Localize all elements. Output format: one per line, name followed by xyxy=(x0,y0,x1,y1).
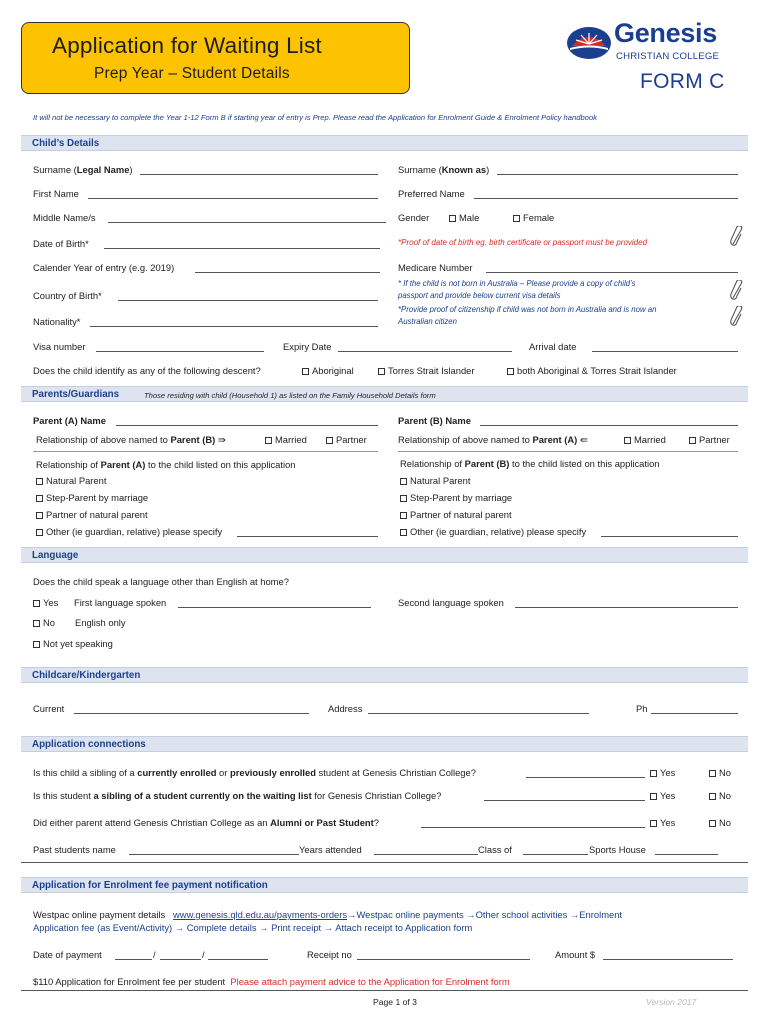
college-name: Genesis xyxy=(614,18,717,48)
checkbox-icon[interactable] xyxy=(36,495,43,502)
visa-number-label: Visa number xyxy=(33,341,86,352)
second-language-field[interactable] xyxy=(515,607,738,608)
arrival-date-field[interactable] xyxy=(592,351,738,352)
date-slash: / xyxy=(153,949,156,960)
descent-question: Does the child identify as any of the following descent? xyxy=(33,365,261,376)
sports-house-label: Sports House xyxy=(589,844,646,855)
payment-date-day[interactable] xyxy=(115,959,152,960)
parent-a-name-field[interactable] xyxy=(116,425,378,426)
parent-b-other-option[interactable]: Other (ie guardian, relative) please specify xyxy=(400,526,586,537)
sibling-waiting-field[interactable] xyxy=(484,800,645,801)
not-yet-speaking-option[interactable]: Not yet speaking xyxy=(33,638,113,649)
parent-b-natural-option[interactable]: Natural Parent xyxy=(400,475,470,486)
childcare-phone-label: Ph xyxy=(636,703,648,714)
sibling-waiting-yes[interactable]: Yes xyxy=(650,790,675,801)
country-label: Country of Birth* xyxy=(33,290,102,301)
dob-field[interactable] xyxy=(104,248,380,249)
expiry-date-field[interactable] xyxy=(338,351,512,352)
intro-note: It will not be necessary to complete the Year 1-12 Form B if starting year of entry is Prep. Please read the Application for Enrolment Guide & Enrolment Policy handbook xyxy=(33,113,597,122)
alumni-yes[interactable]: Yes xyxy=(650,817,675,828)
receipt-number-label: Receipt no xyxy=(307,949,352,960)
divider xyxy=(21,862,748,863)
language-yes-option[interactable]: Yes xyxy=(33,597,58,608)
sibling-enrolled-no[interactable]: No xyxy=(709,767,731,778)
medicare-label: Medicare Number xyxy=(398,262,473,273)
citizenship-note-line2: Australian citizen xyxy=(398,317,457,326)
relationship-a-married-option[interactable]: Married xyxy=(265,434,307,445)
checkbox-icon[interactable] xyxy=(709,793,716,800)
checkbox-icon[interactable] xyxy=(33,620,40,627)
payments-link[interactable]: www.genesis.qld.edu.au/payments-orders xyxy=(173,909,348,920)
relationship-b-married-option[interactable]: Married xyxy=(624,434,666,445)
checkbox-icon[interactable] xyxy=(650,820,657,827)
surname-known-label: Surname (Known as) xyxy=(398,164,490,175)
checkbox-icon[interactable] xyxy=(378,368,385,375)
country-field[interactable] xyxy=(118,300,378,301)
first-language-field[interactable] xyxy=(178,607,371,608)
checkbox-icon[interactable] xyxy=(326,437,333,444)
preferred-name-label: Preferred Name xyxy=(398,188,465,199)
past-student-name-field[interactable] xyxy=(129,854,299,855)
years-attended-label: Years attended xyxy=(299,844,362,855)
sibling-enrolled-field[interactable] xyxy=(526,777,645,778)
calendar-year-field[interactable] xyxy=(195,272,380,273)
parent-a-other-option[interactable]: Other (ie guardian, relative) please specify xyxy=(36,526,222,537)
citizenship-note-line1: *Provide proof of citizenship if child was not born in Australia and is now an xyxy=(398,305,657,314)
descent-aboriginal-option[interactable]: Aboriginal xyxy=(302,365,354,376)
section-heading: Language xyxy=(32,550,79,561)
section-connections xyxy=(21,736,748,752)
sibling-waiting-no[interactable]: No xyxy=(709,790,731,801)
childcare-current-field[interactable] xyxy=(74,713,309,714)
westpac-path-line: Application fee (as Event/Activity) → Complete details → Print receipt → Attach receipt to Application form xyxy=(33,922,473,933)
parent-b-other-field[interactable] xyxy=(601,536,738,537)
payment-date-year[interactable] xyxy=(208,959,268,960)
parent-b-name-field[interactable] xyxy=(480,425,738,426)
sunrise-emblem-icon xyxy=(566,26,612,60)
relationship-a-child-label: Relationship of Parent (A) to the child listed on this application xyxy=(36,459,296,470)
amount-field[interactable] xyxy=(603,959,733,960)
sibling-enrolled-yes[interactable]: Yes xyxy=(650,767,675,778)
checkbox-icon[interactable] xyxy=(400,478,407,485)
checkbox-icon[interactable] xyxy=(650,793,657,800)
paperclip-icon xyxy=(729,306,745,328)
fee-line: $110 Application for Enrolment fee per student Please attach payment advice to the Application for Enrolment form xyxy=(33,976,510,987)
language-no-option[interactable]: No xyxy=(33,617,55,628)
alumni-question: Did either parent attend Genesis Christian College as an Alumni or Past Student? xyxy=(33,817,379,828)
form-code: FORM C xyxy=(640,70,725,93)
payment-date-label: Date of payment xyxy=(33,949,102,960)
descent-tsi-option[interactable]: Torres Strait Islander xyxy=(378,365,475,376)
english-only-label: English only xyxy=(75,617,126,628)
checkbox-icon[interactable] xyxy=(650,770,657,777)
form-title: Application for Waiting List xyxy=(52,33,322,58)
checkbox-icon[interactable] xyxy=(400,495,407,502)
payment-date-month[interactable] xyxy=(160,959,201,960)
childcare-current-label: Current xyxy=(33,703,65,714)
dob-label: Date of Birth* xyxy=(33,238,89,249)
checkbox-icon[interactable] xyxy=(302,368,309,375)
section-childcare xyxy=(21,667,748,683)
gender-label: Gender xyxy=(398,212,430,223)
nationality-label: Nationality* xyxy=(33,316,81,327)
relationship-a-partner-option[interactable]: Partner xyxy=(326,434,367,445)
checkbox-icon[interactable] xyxy=(400,512,407,519)
checkbox-icon[interactable] xyxy=(33,600,40,607)
first-name-label: First Name xyxy=(33,188,79,199)
section-language xyxy=(21,547,748,563)
page-number: Page 1 of 3 xyxy=(373,997,417,1007)
section-subheading: Those residing with child (Household 1) as listed on the Family Household Details form xyxy=(144,391,436,400)
first-name-field[interactable] xyxy=(88,198,378,199)
checkbox-icon[interactable] xyxy=(36,512,43,519)
section-heading: Application connections xyxy=(32,739,146,750)
relationship-b-child-label: Relationship of Parent (B) to the child listed on this application xyxy=(400,458,660,469)
checkbox-icon[interactable] xyxy=(400,529,407,536)
receipt-number-field[interactable] xyxy=(357,959,530,960)
date-slash: / xyxy=(202,949,205,960)
relationship-b-to-a: Relationship of above named to Parent (A) ⇚ xyxy=(398,434,588,445)
checkbox-icon[interactable] xyxy=(33,641,40,648)
nationality-field[interactable] xyxy=(90,326,378,327)
expiry-date-label: Expiry Date xyxy=(283,341,332,352)
alumni-field[interactable] xyxy=(421,827,645,828)
arrow-left-icon: ⇚ xyxy=(579,434,588,445)
section-heading: Parents/Guardians xyxy=(32,389,120,400)
sibling-waiting-question: Is this student a sibling of a student currently on the waiting list for Genesis Christian College? xyxy=(33,790,442,801)
arrow-right-icon: ⇛ xyxy=(217,434,226,445)
college-logo xyxy=(566,20,741,70)
parent-b-name-label: Parent (B) Name xyxy=(398,415,471,426)
middle-names-field[interactable] xyxy=(108,222,386,223)
section-childs-details xyxy=(21,135,748,151)
checkbox-icon[interactable] xyxy=(709,770,716,777)
parent-a-name-label: Parent (A) Name xyxy=(33,415,106,426)
surname-known-field[interactable] xyxy=(497,174,738,175)
relationship-a-to-b: Relationship of above named to Parent (B) ⇛ xyxy=(36,434,226,445)
parent-b-partner-natural-option[interactable]: Partner of natural parent xyxy=(400,509,512,520)
arrival-date-label: Arrival date xyxy=(529,341,577,352)
visa-number-field[interactable] xyxy=(96,351,264,352)
surname-legal-label: Surname (Legal Name) xyxy=(33,164,133,175)
college-subname: CHRISTIAN COLLEGE xyxy=(616,51,720,62)
parent-a-step-option[interactable]: Step-Parent by marriage xyxy=(36,492,148,503)
preferred-name-field[interactable] xyxy=(474,198,738,199)
checkbox-icon[interactable] xyxy=(513,215,520,222)
sibling-enrolled-question: Is this child a sibling of a currently enrolled or previously enrolled student at Genesis Christian College? xyxy=(33,767,476,778)
sports-house-field[interactable] xyxy=(655,854,718,855)
paperclip-icon xyxy=(729,280,745,302)
parent-a-partner-natural-option[interactable]: Partner of natural parent xyxy=(36,509,148,520)
second-language-label: Second language spoken xyxy=(398,597,504,608)
childcare-phone-field[interactable] xyxy=(651,713,738,714)
parent-a-natural-option[interactable]: Natural Parent xyxy=(36,475,106,486)
checkbox-icon[interactable] xyxy=(689,437,696,444)
surname-legal-field[interactable] xyxy=(140,174,378,175)
middle-names-label: Middle Name/s xyxy=(33,212,96,223)
medicare-field[interactable] xyxy=(486,272,738,273)
checkbox-icon[interactable] xyxy=(265,437,272,444)
years-attended-field[interactable] xyxy=(374,854,478,855)
section-fee-payment xyxy=(21,877,748,893)
divider xyxy=(33,451,378,452)
checkbox-icon[interactable] xyxy=(449,215,456,222)
calendar-year-label: Calender Year of entry (e.g. 2019) xyxy=(33,262,175,273)
section-heading: Childcare/Kindergarten xyxy=(32,670,141,681)
gender-male-option[interactable]: Male xyxy=(449,212,479,223)
dob-proof-note: *Proof of date of birth eg. birth certificate or passport must be provided xyxy=(398,238,648,247)
parent-a-other-field[interactable] xyxy=(237,536,378,537)
descent-both-option[interactable]: both Aboriginal & Torres Strait Islander xyxy=(507,365,677,376)
parent-b-step-option[interactable]: Step-Parent by marriage xyxy=(400,492,512,503)
class-of-label: Class of xyxy=(478,844,512,855)
checkbox-icon[interactable] xyxy=(36,529,43,536)
language-question: Does the child speak a language other than English at home? xyxy=(33,576,289,587)
childcare-address-field[interactable] xyxy=(368,713,589,714)
form-subtitle: Prep Year – Student Details xyxy=(94,65,290,82)
checkbox-icon[interactable] xyxy=(507,368,514,375)
past-student-name-label: Past students name xyxy=(33,844,116,855)
form-title-banner xyxy=(21,22,410,94)
checkbox-icon[interactable] xyxy=(36,478,43,485)
checkbox-icon[interactable] xyxy=(624,437,631,444)
westpac-details-line: Westpac online payment details www.genesis.qld.edu.au/payments-orders→Westpac online payments →Other school activities →Enrolment xyxy=(33,909,623,920)
class-of-field[interactable] xyxy=(523,854,588,855)
visa-note-line1: * If the child is not born in Australia – Please provide a copy of child’s xyxy=(398,279,636,288)
section-heading: Child’s Details xyxy=(32,138,100,149)
childcare-address-label: Address xyxy=(328,703,363,714)
section-heading: Application for Enrolment fee payment notification xyxy=(32,880,268,891)
version-label: Version 2017 xyxy=(646,997,697,1007)
gender-female-option[interactable]: Female xyxy=(513,212,554,223)
amount-label: Amount $ xyxy=(555,949,596,960)
divider xyxy=(398,451,738,452)
section-parents xyxy=(21,386,748,402)
checkbox-icon[interactable] xyxy=(709,820,716,827)
relationship-b-partner-option[interactable]: Partner xyxy=(689,434,730,445)
divider xyxy=(21,990,748,991)
visa-note-line2: passport and provide below current visa details xyxy=(398,291,561,300)
paperclip-icon xyxy=(729,226,745,248)
alumni-no[interactable]: No xyxy=(709,817,731,828)
first-language-label: First language spoken xyxy=(74,597,167,608)
